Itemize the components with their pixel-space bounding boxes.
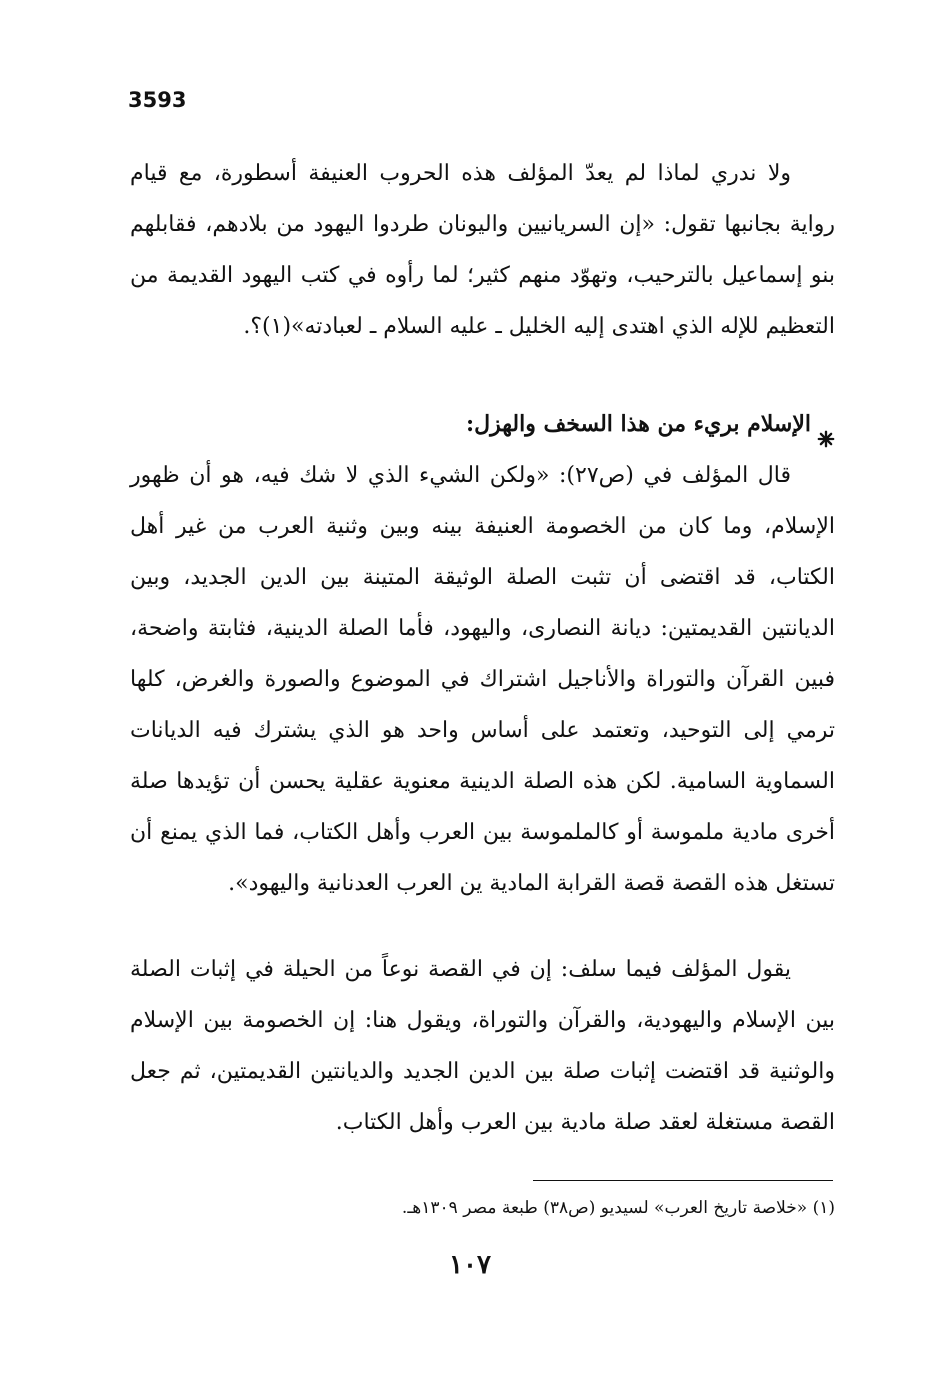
page-id: 3593 [128, 88, 187, 112]
footnote-divider [533, 1180, 833, 1181]
paragraph-1 [130, 148, 835, 352]
paragraph-3 [130, 944, 835, 1148]
footnote: (١) «خلاصة تاريخ العرب» لسيديو (ص٣٨) طبعة مصر ١٣٠٩هـ. [401, 1198, 835, 1218]
paragraph-3-text: يقول المؤلف فيما سلف: إن في القصة نوعاً من الحيلة في إثبات الصلة بين الإسلام واليهودية، والقرآن والتوراة، ويقول هنا: إن الخصومة بين الإسلام والوثنية قد اقتضت إثبات صلة بين الدين الجديد والديانتين القديمتين، ثم جعل القصة مستغلة لعقد صلة مادية بين العرب وأهل الكتاب. [130, 957, 835, 1135]
paragraph-1-text: ولا ندري لماذا لم يعدّ المؤلف هذه الحروب العنيفة أسطورة، مع قيام رواية بجانبها تقول: «إن السريانيين واليونان طردوا اليهود من بلادهم، فقابلهم بنو إسماعيل بالترحيب، وتهوّد منهم كثير؛ لما رأوه في كتب اليهود القديمة من التعظيم للإله الذي اهتدى إليه الخليل ـ عليه السلام ـ لعبادته»(١)؟. [130, 161, 835, 339]
section-heading [130, 399, 835, 450]
page-number: ١٠٧ [449, 1250, 491, 1280]
section-heading-text: الإسلام بريء من هذا السخف والهزل: [466, 411, 811, 437]
star-icon [817, 416, 835, 434]
paragraph-2-text: قال المؤلف في (ص٢٧): «ولكن الشيء الذي لا شك فيه، هو أن ظهور الإسلام، وما كان من الخصومة العنيفة بينه وبين وثنية العرب من غير أهل الكتاب، قد اقتضى أن تثبت الصلة الوثيقة المتينة بين الدين الجديد، وبين الديانتين القديمتين: ديانة النصارى، واليهود، فأما الصلة الدينية، فثابتة واضحة، فبين القرآن والتوراة والأناجيل اشتراك في الموضوع والصورة والغرض، كلها ترمي إلى التوحيد، وتعتمد على أساس واحد هو الذي يشترك فيه الديانات السماوية السامية. لكن هذه الصلة الدينية معنوية عقلية يحسن أن تؤيدها صلة أخرى مادية ملموسة أو كالملموسة بين العرب وأهل الكتاب، فما الذي يمنع أن تستغل هذه القصة قصة القرابة المادية ين العرب العدنانية واليهود». [130, 463, 835, 896]
paragraph-2 [130, 450, 835, 909]
section-heading-row [130, 399, 835, 450]
